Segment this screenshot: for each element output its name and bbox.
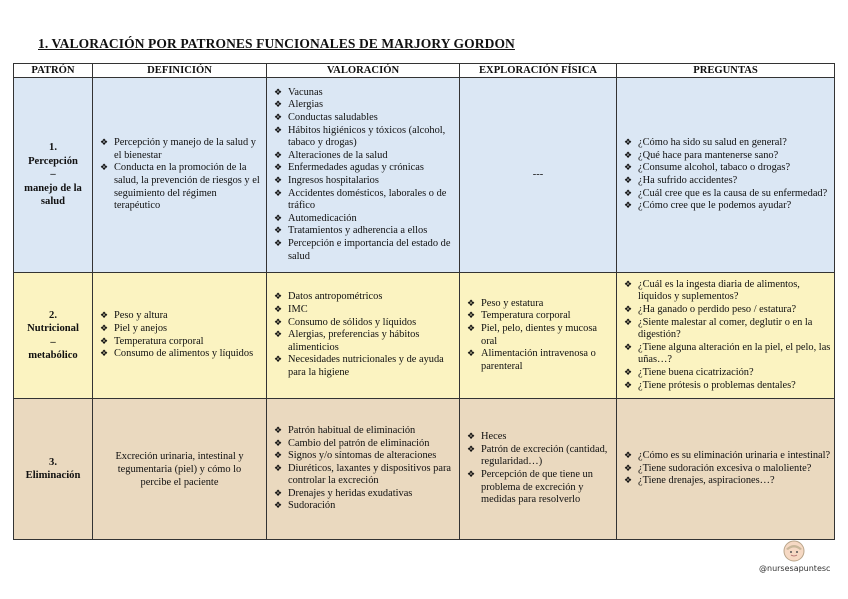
patron-name: Eliminación [25,470,81,481]
exploracion-cell [460,399,617,540]
list-item: ❖ Automedicación [274,213,456,226]
list-item: ❖ Consumo de alimentos y líquidos [100,348,263,361]
preguntas-cell [617,399,835,540]
preguntas-cell [617,78,835,273]
list-item: ❖ Datos antropométricos [274,291,456,304]
list-item: ❖ Alergias, preferencias y hábitos alimenticios [274,329,456,354]
patron-cell [14,399,93,540]
list-item: ❖ Consumo de sólidos y líquidos [274,317,456,330]
list-item: ❖ Temperatura corporal [467,310,613,323]
list-item: ❖ Piel y anejos [100,323,263,336]
list-item: ❖ Piel, pelo, dientes y mucosa oral [467,323,613,348]
patron-name: Nutricional [27,323,79,334]
exploracion-cell: --- [460,78,617,273]
list-item: ❖ Peso y altura [100,310,263,323]
list-item: ❖ Enfermedades agudas y crónicas [274,162,456,175]
list-item: ❖ Temperatura corporal [100,336,263,349]
list-item: ❖ Sudoración [274,500,456,513]
list-item: ❖ ¿Consume alcohol, tabaco o drogas? [624,162,831,175]
table-row [14,78,835,273]
list-item: ❖ ¿Tiene drenajes, aspiraciones…? [624,475,831,488]
patron-number: 2. [49,309,57,321]
list-item: ❖ Necesidades nutricionales y de ayuda para la higiene [274,354,456,379]
nurse-avatar-icon [783,540,805,562]
patron-cell [14,273,93,399]
header-preguntas: PREGUNTAS [617,64,835,78]
list-item: ❖ ¿Tiene alguna alteración en la piel, el pelo, las uñas…? [624,342,831,367]
list-item: ❖ Alimentación intravenosa o parenteral [467,348,613,373]
list-item: ❖ ¿Tiene buena cicatrización? [624,367,831,380]
list-item: ❖ Diuréticos, laxantes y dispositivos para controlar la excreción [274,463,456,488]
header-patron: PATRÓN [14,64,93,78]
table-header-row [14,64,835,78]
header-valoracion: VALORACIÓN [267,64,460,78]
list-item: ❖ ¿Ha ganado o perdido peso / estatura? [624,304,831,317]
list-item: ❖ IMC [274,304,456,317]
list-item: ❖ Percepción y manejo de la salud y el bienestar [100,137,263,162]
list-item: ❖ ¿Cuál es la ingesta diaria de alimentos, líquidos y suplementos? [624,279,831,304]
valoracion-cell [267,399,460,540]
patron-number: 1. [49,142,57,154]
preguntas-cell [617,273,835,399]
list-item: ❖ Patrón habitual de eliminación [274,425,456,438]
list-item: ❖ Patrón de excreción (cantidad, regularidad…) [467,444,613,469]
list-item: ❖ Percepción de que tiene un problema de excreción y medidas para resolverlo [467,469,613,507]
list-item: ❖ Ingresos hospitalarios [274,175,456,188]
list-item: ❖ Cambio del patrón de eliminación [274,438,456,451]
list-item: ❖ Conducta en la promoción de la salud, la prevención de riesgos y el seguimiento del régimen terapéutico [100,162,263,212]
valoracion-cell [267,78,460,273]
patron-dash: – [50,169,56,181]
list-item: ❖ Tratamientos y adherencia a ellos [274,225,456,238]
list-item: ❖ ¿Ha sufrido accidentes? [624,175,831,188]
gordon-patterns-table [13,63,835,540]
page-title: 1. VALORACIÓN POR PATRONES FUNCIONALES DE MARJORY GORDON [38,36,515,51]
list-item: ❖ Conductas saludables [274,112,456,125]
header-exploracion: EXPLORACIÓN FÍSICA [460,64,617,78]
patron-dash: – [50,336,56,348]
list-item: ❖ ¿Cuál cree que es la causa de su enfermedad? [624,188,831,201]
patron-cell [14,78,93,273]
list-item: ❖ ¿Cómo es su eliminación urinaria e intestinal? [624,450,831,463]
list-item: ❖ Percepción e importancia del estado de salud [274,238,456,263]
list-item: ❖ Drenajes y heridas exudativas [274,488,456,501]
patron-name: metabólico [28,350,78,361]
list-item: ❖ Heces [467,431,613,444]
list-item: ❖ Alergias [274,99,456,112]
exploracion-cell [460,273,617,399]
definicion-cell [93,78,267,273]
list-item: ❖ ¿Qué hace para mantenerse sano? [624,150,831,163]
list-item: ❖ ¿Tiene prótesis o problemas dentales? [624,380,831,393]
definicion-cell [93,273,267,399]
list-item: ❖ Peso y estatura [467,298,613,311]
definicion-text: Excreción urinaria, intestinal y tegumentaria (piel) y cómo lo percibe el paciente [115,450,244,488]
patron-name: salud [40,196,66,208]
list-item: ❖ ¿Tiene sudoración excesiva o maloliente? [624,463,831,476]
list-item: ❖ Hábitos higiénicos y tóxicos (alcohol, tabaco y drogas) [274,125,456,150]
header-definicion: DEFINICIÓN [93,64,267,78]
list-item: ❖ ¿Cómo cree que le podemos ayudar? [624,200,831,213]
patron-name: manejo de la [24,182,82,194]
list-item: ❖ Signos y/o síntomas de alteraciones [274,450,456,463]
list-item: ❖ Accidentes domésticos, laborales o de tráfico [274,188,456,213]
list-item: ❖ Alteraciones de la salud [274,150,456,163]
table-row [14,273,835,399]
patron-name: Percepción [28,155,78,167]
author-handle: @nursesapuntesc [759,564,831,573]
list-item: ❖ Vacunas [274,87,456,100]
list-item: ❖ ¿Siente malestar al comer, deglutir o en la digestión? [624,317,831,342]
patron-number: 3. [49,456,57,468]
definicion-cell [93,399,267,540]
list-item: ❖ ¿Cómo ha sido su salud en general? [624,137,831,150]
table-row [14,399,835,540]
valoracion-cell [267,273,460,399]
